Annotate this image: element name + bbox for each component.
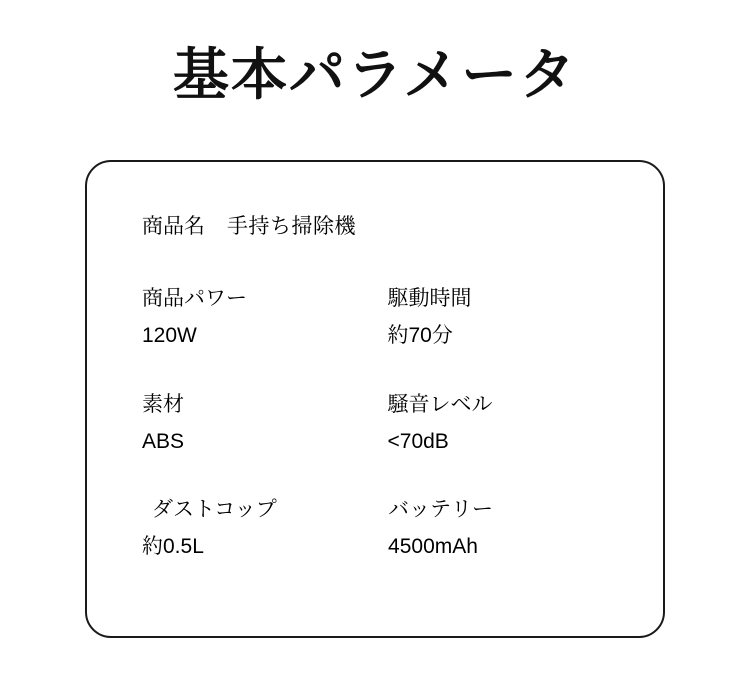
spec-label: 騒音レベル [387, 392, 493, 416]
spec-value: 120W [142, 324, 197, 348]
spec-cell-power [142, 286, 388, 350]
spec-label: 駆動時間 [387, 287, 472, 310]
spec-label: 商品パワー [142, 287, 247, 310]
spec-label: バッテリー [388, 498, 494, 521]
spec-cell-material [142, 392, 388, 456]
spec-cell-runtime [388, 286, 634, 350]
spec-value: 約70分 [387, 324, 453, 348]
spec-grid [142, 286, 633, 561]
spec-cell-noise [388, 392, 634, 456]
spec-value: 4500mAh [388, 535, 478, 559]
page-title: 基本パラメータ [172, 43, 578, 106]
spec-value: 約0.5L [142, 535, 204, 559]
spec-row [142, 392, 633, 456]
spec-label: ダストコップ [152, 498, 277, 521]
product-name-value: 手持ち掃除機 [227, 215, 356, 238]
spec-row [142, 497, 633, 561]
spec-label: 素材 [142, 392, 184, 416]
spec-cell-battery [388, 497, 633, 561]
spec-value: <70dB [387, 429, 449, 453]
product-name-label: 商品名 [142, 215, 205, 238]
spec-value: ABS [142, 429, 185, 453]
spec-cell-dustcup [142, 497, 388, 561]
product-name-row [142, 210, 633, 240]
spec-row [142, 286, 633, 350]
spec-card-content [142, 210, 633, 616]
spec-card [85, 160, 665, 638]
